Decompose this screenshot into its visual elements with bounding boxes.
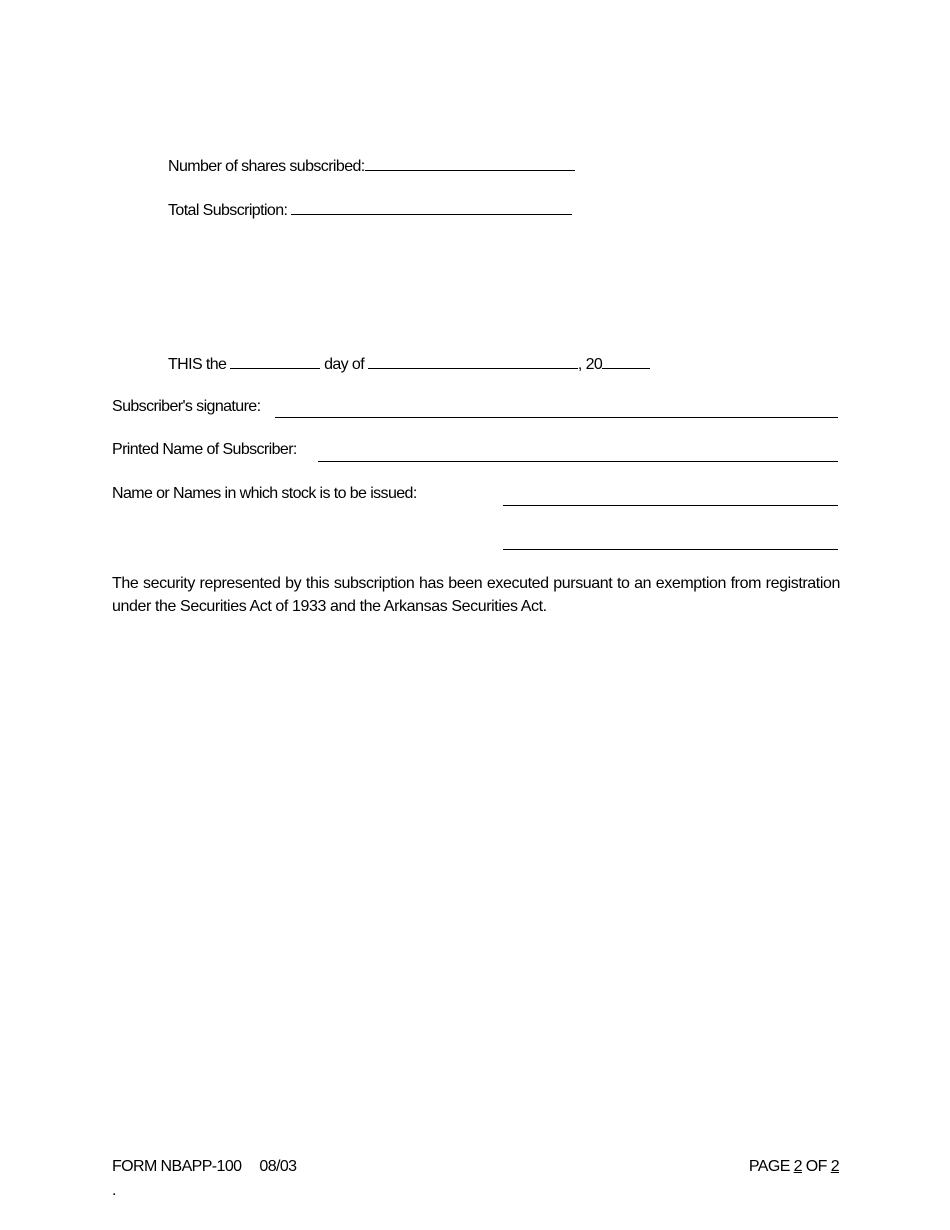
stock-name-field-2[interactable] [503, 549, 838, 550]
footer-dot: . [112, 1182, 116, 1199]
signature-label: Subscriber's signature: [112, 398, 261, 415]
printed-name-field[interactable] [318, 461, 838, 462]
day-field[interactable] [230, 354, 320, 369]
total-subscription-field[interactable] [291, 200, 572, 215]
page-of: OF [805, 1158, 827, 1175]
printed-name-label: Printed Name of Subscriber: [112, 441, 297, 458]
stock-names-label: Name or Names in which stock is to be issued: [112, 485, 417, 502]
page-prefix: PAGE [748, 1158, 790, 1175]
total-subscription-label: Total Subscription: [168, 202, 288, 219]
date-day-of-label: day of [324, 356, 365, 373]
form-date: 08/03 [259, 1158, 297, 1175]
month-field[interactable] [368, 354, 578, 369]
shares-subscribed-row [168, 156, 575, 176]
shares-subscribed-field[interactable] [365, 156, 575, 171]
shares-subscribed-label: Number of shares subscribed: [168, 158, 365, 175]
page-number [749, 1158, 839, 1176]
stock-name-field-1[interactable] [503, 505, 838, 506]
total-subscription-row [168, 200, 572, 220]
date-row [168, 354, 650, 374]
date-this-label: THIS the [168, 356, 227, 373]
page-current: 2 [793, 1158, 802, 1175]
exemption-notice: The security represented by this subscription has been executed pursuant to an exemption from registration under the Securities Act of 1933 and the Arkansas Securities Act. [112, 575, 840, 615]
form-id [112, 1158, 296, 1176]
page-total: 2 [830, 1158, 839, 1175]
date-year-prefix: , 20 [577, 356, 603, 373]
year-field[interactable] [602, 354, 650, 369]
form-id-text: FORM NBAPP-100 [112, 1158, 242, 1175]
signature-field[interactable] [275, 417, 838, 418]
